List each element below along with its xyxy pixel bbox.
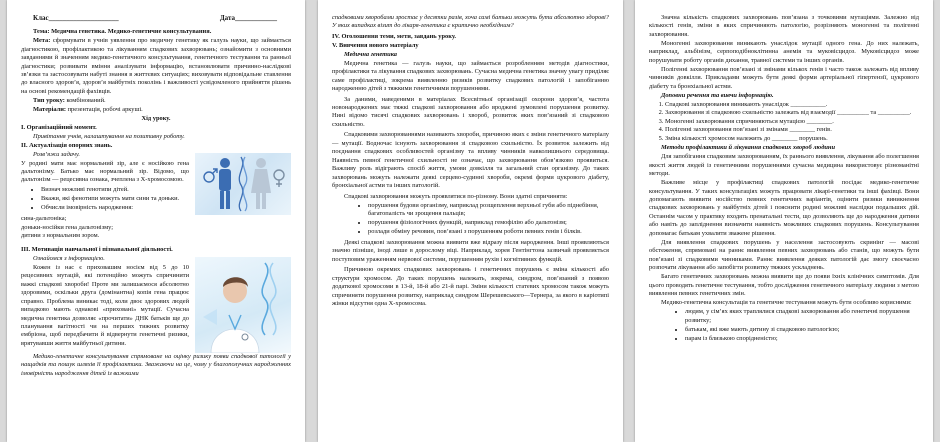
section-1-heading: I. Організаційний момент. [21, 123, 97, 131]
section-3-subheading: Ознайомся з інформацією. [33, 254, 105, 262]
consultation-list [685, 308, 919, 343]
section-1-text: Привітання учнів, налаштування на позитивну роботу. [33, 132, 185, 140]
paragraph: Полігенні захворювання пов’язані зі змінами кількох генів і часто також залежать від впливу чинників довкілля. Прикладами можуть бути деякі форми артеріальної гіпертензії, цукрового діабету та бронхіальної астми. [649, 65, 919, 90]
outcome-2: доньки-носійки гена дальтонізму; [21, 223, 114, 231]
task-bullet: • Вкажи, які фенотипи можуть мати сини та доньки. [41, 195, 189, 203]
lesson-type: Тип уроку: комбінований. [33, 96, 106, 104]
lesson-materials: Матеріали: презентація, робочі аркуші. [33, 105, 143, 113]
fill-in-heading: Доповни речення та вивчи інформацію. [661, 91, 774, 99]
paragraph: Причиною окремих спадкових захворювань і генетичних порушень є зміна кількості або структури хромосом. До таких порушень належать, зокрема, синдром, пов’язаний з появою додаткової хромосоми в 13-й, 18-й або 21-й парі. Зміни кількості статевих хромосом також можуть спричиняти порушення розвитку, наприклад синдром Шерешевського—Тернера, за якого в каріотипі жінки відсутня одна Х-хромосома. [332, 266, 609, 307]
fill-in-item: 3. Моногенні захворювання спричиняються мутацією ________. [665, 118, 919, 126]
fill-in-list [665, 101, 919, 143]
class-blank: ____________________ [48, 14, 119, 22]
class-label: Клас [33, 14, 49, 22]
motivation-text: Кожен із нас є приховашим носієм від 5 до 10 рецесивних мутацій, які потенційно можуть спричинити важкі спадкові хвороби! Проте ми залишаємося абсолютно здоровими, оскільки друга (домінантна) копія гена працює справно. Проблема виникає тоді, коли двоє здорових людей випадково мають однакові «приховані» мутації. Сучасна медична генетика дозволяє «прочитати» ДНК батьків ще до планування вагітності чи на перших тижнях розвитку ембріона, щоб передбачити й відвернути генетичні ризики, врятувавши життя майбутньої дитини. [21, 263, 189, 347]
paragraph: Для виявлення спадкових порушень у населення застосовують скринінг — масові обстеження, спрямовані на раннє виявлення певних захворювань або станів, що можуть бути пов’язані зі спадковими чинниками. Раннє виявлення деяких патологій дає змогу своєчасно розпочати лікування або запобігти розвитку тяжких ускладнень. [649, 238, 919, 272]
paragraph: Моногенні захворювання виникають унаслідок мутації одного гена. До них належать, наприклад, альбінізм, серпоподібноклітинна анемія та муковісцидоз. Муковісцидоз може порушувати роботу органів дихання, травної системи та інших органів. [649, 39, 919, 64]
manifestation-list [368, 202, 609, 237]
paragraph: Спадковими захворюваннями називають хвороби, причиною яких є зміни генетичного матеріалу — мутації. Водночас існують захворювання зі спадковою схильністю. Їх розвиток залежить від поєднання спадкових особливостей організму та впливу чинників навколишнього середовища. Наявність певної генетичної схильності не означає, що захворювання обов’язково проявиться. Важливу роль відіграють спосіб життя, умови довкілля та загальний стан організму. До таких захворювань можуть належати деякі серцево-судинні хвороби, окремі форми цукрового діабету, бронхіальної астми та інших патологій. [332, 131, 609, 190]
list-item: • парам із близькою спорідненістю; [685, 335, 919, 343]
section-5-heading: V. Вивчення нового матеріалу [332, 41, 419, 49]
fill-in-item: 5. Зміна кількості хромосом належить до ________ порушень. [665, 135, 919, 143]
medical-genetics-subheading: Медична генетика [344, 50, 397, 58]
paragraph: Багато генетичних захворювань можна виявити ще до появи їхніх клінічних симптомів. Для цього проводять генетичне тестування, тобто дослідження генетичного матеріалу людини з метою виявлення певних генетичних змін. [649, 273, 919, 297]
page-2 [318, 0, 623, 442]
outcome-1: сина-дальтоніка; [21, 214, 67, 222]
methods-heading: Методи профілактики й лікування спадкових хвороб людини [661, 144, 836, 152]
paragraph: За даними, наведеними в матеріалах Всесвітньої організації охорони здоров’я, частота новонароджених має тяжкі спадкові захворювання або вроджені зумовлені порушення розвитку. Нині відомо тисячі спадкових захворювань і хвороб, розвиток яких пов’язаний зі спадковою схильністю. [332, 95, 609, 128]
lesson-progress-heading: Хід уроку. [141, 114, 171, 122]
fill-in-item: 2. Захворювання зі спадковою схильністю залежать від взаємодії __________ та __________. [665, 109, 919, 117]
list-item: • батькам, які вже мають дитину зі спадковою патологією; [685, 326, 919, 334]
page-3 [635, 0, 933, 442]
section-3-heading: III. Мотивація навчальної і пізнавальної діяльності. [21, 245, 173, 253]
lesson-topic: Тема: Медична генетика. Медико-генетичне консультування. [33, 28, 212, 36]
outcome-3: дитини з нормальним зором. [21, 232, 100, 240]
closing-italic: Медико-генетичне консультування спрямоване на оцінку ризику появи спадкової патології у нащадків та пошук шляхів її профілактики. Зважаючи на це, чому у благополучних народженнях імовірність народження дітей із важкими [21, 352, 291, 377]
page-1 [7, 0, 305, 442]
task-bullets [41, 186, 189, 212]
doctor-dna-icon [195, 257, 291, 353]
question-continuation: спадковими хворобами зростає у десятки разів, хоча самі батьки можуть бути абсолютно здорові? У яких випадках візит до лікаря-генетика є критично необхідним? [332, 14, 609, 30]
gender-dna-illustration [195, 153, 291, 215]
paragraph: Значна кількість спадкових захворювань пов’язана з точковими мутаціями. Залежно від кількості генів, зміни в яких спричиняють патологію, розрізняють моногенні та полігенні захворювання. [649, 14, 919, 38]
gender-dna-icon [195, 153, 291, 215]
list-item: • порушення будови організму, наприклад розщеплення верхньої губи або піднебіння, багатопалість чи зрощення пальців; [368, 202, 609, 219]
task-bullet: • Обчисли імовірність народження: [41, 204, 189, 212]
doctor-illustration [195, 257, 291, 353]
fill-in-item: 4. Полігенні захворювання пов’язані зі змінами ________ генів. [665, 126, 919, 134]
task-bullet: • Визнач можливі генотипи дітей. [41, 186, 189, 194]
paragraph: Деякі спадкові захворювання можна виявити вже відразу після народження. Інші проявляються значно пізніше, іноді лише в дорослому віці. Наприклад, хорея Гентінгтона зазвичай проявляється поступовим ураженням нервової системи, порушенням рухів і когнітивних функцій. [332, 238, 609, 263]
section-2-heading: II. Актуалізація опорних знань. [21, 141, 113, 149]
date-label: Дата [219, 14, 235, 22]
lesson-goal: Мета: сформувати в учнів уявлення про медичну генетику як галузь науки, що займається діагностикою, профілактикою та лікуванням спадкових захворювань; ознайомити з основними завданнями й значенням медико-генетичного консультування, генетичного тестування та ранньої діагностики; розвивати вміння аналізувати інформацію, встановлювати причинно-наслідкові зв’язки та застосовувати набуті знання в життєвих ситуаціях; виховувати відповідальне ставлення до власного здоров’я, здоров’я майбутніх поколінь і важливості усвідомленого прийняття рішень на основі рекомендацій фахівців. [21, 37, 291, 95]
paragraph: Важливе місце у профілактиці спадкових патологій посідає медико-генетичне консультування. У таких консультаціях можуть працювати лікарі-генетики та інші фахівці. Вони допомагають виявити носійство певних генетичних варіантів, оцінити ризики виникнення спадкових захворювань у майбутніх дітей і пояснити родині можливі наслідки подальших дій. Останнім часом у практику входять пренатальні тести, що дозволяють ще до народження дитини або навіть до запліднення визначити наявність можливих спадкових порушень. Консультування допомагає батькам ухвалити зважене рішення. [649, 179, 919, 237]
header-line [21, 14, 291, 23]
list-item: • порушення фізіологічних функцій, наприклад гемофілію або дальтонізм; [368, 219, 609, 227]
motivation-row [21, 255, 291, 353]
fill-in-item: 1. Спадкові захворювання виникають унаслідок ___________. [665, 101, 919, 109]
date-blank: ____________ [235, 14, 277, 22]
paragraph: Медична генетика — галузь науки, що займається розробленням методів діагностики, профілактики та лікування спадкових захворювань. Сучасна медична генетика значну увагу приділяє саме профілактиці, зокрема виявленню ризиків розвитку спадкових патологій і запобіганню народженню дітей з тяжкими генетичними порушеннями. [332, 59, 609, 93]
paragraph: Медико-генетична консультація та генетичне тестування можуть бути особливо корисними: [661, 298, 912, 306]
section-4-heading: IV. Оголошення теми, мети, завдань уроку. [332, 32, 456, 40]
list-item: • розлади обміну речовин, пов’язані з порушенням роботи певних генів і білків. [368, 228, 609, 236]
section-2-subheading: Розв’яжи задачу. [33, 150, 80, 158]
paragraph: Спадкові захворювання можуть проявлятися по-різному. Вони здатні спричиняти: [344, 192, 568, 200]
task-text: У родині мати має нормальний зір, але є носійкою гена дальтонізму. Батько має нормальний зір. Відомо, що дальтонізм — рецесивна ознака, зчеплена з Х-хромосомою. [21, 159, 189, 184]
task-row [21, 151, 291, 215]
paragraph: Для запобігання спадковим захворюванням, їх раннього виявлення, лікування або полегшення якості життя людей із генетичними порушеннями сучасна медицина використовує різноманітні методи. [649, 153, 919, 178]
list-item: • людям, у сім’ях яких траплялися спадкові захворювання або генетичні порушення розвитку; [685, 308, 919, 325]
